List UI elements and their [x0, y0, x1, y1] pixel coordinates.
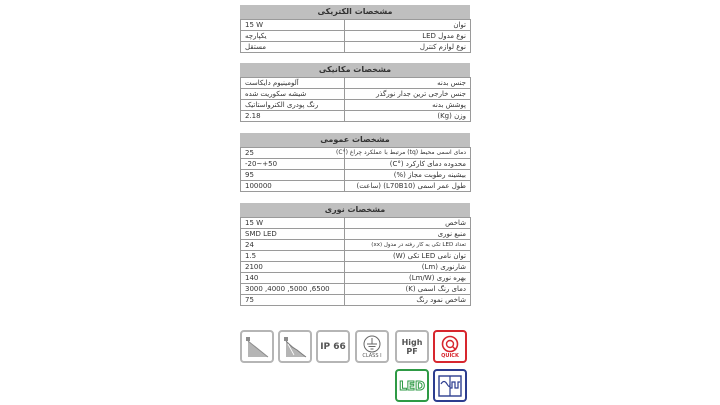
- general-section: [240, 133, 470, 192]
- table-row: 140 بهره نوری (Lm/W): [241, 273, 471, 284]
- table-row: 2100 شارنوری (Lm): [241, 262, 471, 273]
- table-row: مستقل نوع لوازم کنترل: [241, 42, 471, 53]
- led-icon: LED: [395, 369, 429, 402]
- mechanical-title: مشخصات مکانیکی: [240, 63, 470, 77]
- general-table: [240, 147, 471, 192]
- table-row: -20~+50 محدوده دمای کارکرد (°C): [241, 159, 471, 170]
- electrical-table: [240, 19, 471, 53]
- table-row: 100000 طول عمر اسمی (L70B10) (ساعت): [241, 181, 471, 192]
- table-row: 2.18 وزن (Kg): [241, 111, 471, 122]
- optical-section: [240, 203, 470, 306]
- table-row: رنگ پودری الکترواستاتیک پوشش بدنه: [241, 100, 471, 111]
- mechanical-table: [240, 77, 471, 122]
- table-row: 75 شاخص نمود رنگ: [241, 295, 471, 306]
- optical-table: [240, 217, 471, 306]
- table-row: 25 دمای اسمی محیط (tq) مرتبط با عملکرد چراغ (°C): [241, 148, 471, 159]
- table-row: 15 W شاخص: [241, 218, 471, 229]
- table-row: یکپارچه نوع مدول LED: [241, 31, 471, 42]
- table-row: SMD LED منبع نوری: [241, 229, 471, 240]
- high-pf-icon: High PF: [395, 330, 429, 363]
- table-row: 15 W توان: [241, 20, 471, 31]
- quick-connect-icon: QUICK: [433, 330, 467, 363]
- electrical-title: مشخصات الکتریکی: [240, 5, 470, 19]
- table-row: 3000 ,4000 ,5000 ,6500 دمای رنگ اسمی (K): [241, 284, 471, 295]
- beam-asymmetric-icon: [278, 330, 312, 363]
- beam-wide-icon: [240, 330, 274, 363]
- table-row: آلومینیوم دایکاست جنس بدنه: [241, 78, 471, 89]
- class-one-icon: CLASS I: [355, 330, 389, 363]
- electrical-section: [240, 5, 470, 53]
- table-row: 24 تعداد LED تکی به کار رفته در مدول (xx): [241, 240, 471, 251]
- mechanical-section: [240, 63, 470, 122]
- general-title: مشخصات عمومی: [240, 133, 470, 147]
- optical-title: مشخصات نوری: [240, 203, 470, 217]
- table-row: شیشه سکوریت شده جنس خارجی ترین جدار نورگذر: [241, 89, 471, 100]
- dimmable-driver-icon: [433, 369, 467, 402]
- ip66-icon: IP 66: [316, 330, 350, 363]
- table-row: 95 بیشینه رطوبت مجاز (%): [241, 170, 471, 181]
- table-row: 1.5 توان نامی LED تکی (W): [241, 251, 471, 262]
